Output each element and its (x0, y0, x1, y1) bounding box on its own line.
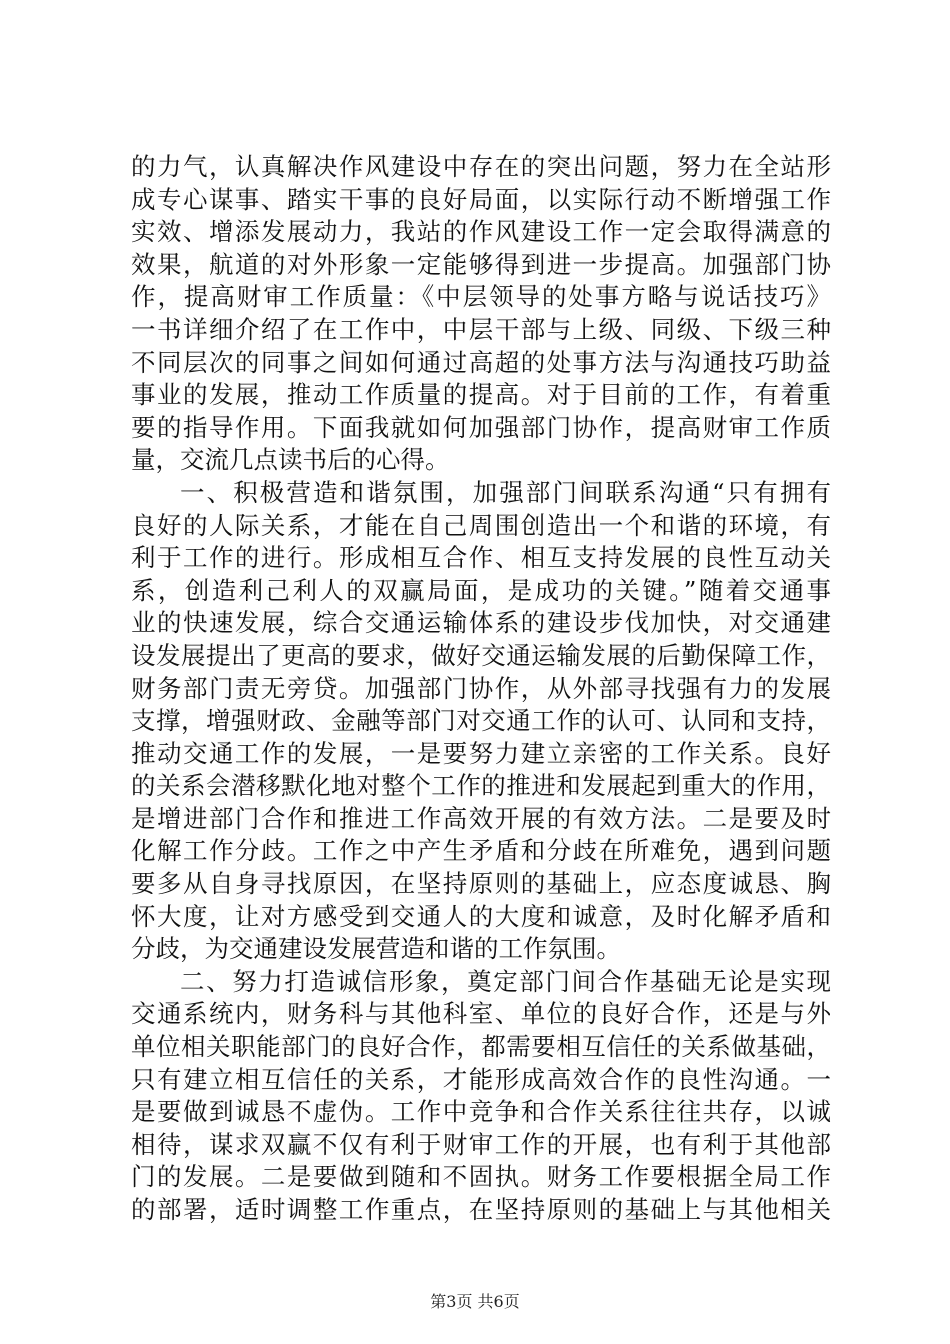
text-line: 只有建立相互信任的关系，才能形成高效合作的良性沟通。一 (131, 1064, 831, 1094)
text-line: 相待，谋求双赢不仅有利于财审工作的开展，也有利于其他部 (131, 1129, 831, 1159)
text-line: 一书详细介绍了在工作中，中层干部与上级、同级、下级三种 (131, 314, 831, 344)
text-line: 是增进部门合作和推进工作高效开展的有效方法。二是要及时 (131, 803, 831, 833)
text-line: 事业的发展，推动工作质量的提高。对于目前的工作，有着重 (131, 380, 831, 410)
page-footer: 第3页 共6页 (430, 1292, 520, 1311)
text-line: 要多从自身寻找原因，在坚持原则的基础上，应态度诚恳、胸 (131, 869, 831, 899)
text-line: 实效、增添发展动力，我站的作风建设工作一定会取得满意的 (131, 217, 831, 247)
text-line: 的部署，适时调整工作重点，在坚持原则的基础上与其他相关 (131, 1195, 831, 1224)
text-line: 怀大度，让对方感受到交通人的大度和诚意，及时化解矛盾和 (131, 901, 831, 931)
text-line: 良好的人际关系，才能在自己周围创造出一个和谐的环境，有 (131, 510, 831, 540)
body-text (131, 151, 831, 1227)
text-line: 不同层次的同事之间如何通过高超的处事方法与沟通技巧助益 (131, 347, 831, 377)
text-line: 的力气，认真解决作风建设中存在的突出问题，努力在全站形 (131, 152, 831, 181)
text-line: 利于工作的进行。形成相互合作、相互支持发展的良性互动关 (131, 543, 831, 573)
text-line: 支撑，增强财政、金融等部门对交通工作的认可、认同和支持， (131, 706, 831, 736)
text-line: 是要做到诚恳不虚伪。工作中竞争和合作关系往往共存，以诚 (131, 1097, 831, 1127)
text-line: 系，创造利己利人的双赢局面，是成功的关键。”随着交通事 (131, 575, 831, 605)
text-line: 财务部门责无旁贷。加强部门协作，从外部寻找强有力的发展 (131, 673, 831, 703)
text-line: 推动交通工作的发展，一是要努力建立亲密的工作关系。良好 (131, 738, 831, 768)
text-line: 二、努力打造诚信形象，奠定部门间合作基础无论是实现 (180, 966, 831, 996)
text-line: 设发展提出了更高的要求，做好交通运输发展的后勤保障工作， (131, 640, 831, 670)
text-line: 交通系统内，财务科与其他科室、单位的良好合作，还是与外 (131, 999, 831, 1029)
text-line: 效果，航道的对外形象一定能够得到进一步提高。加强部门协 (131, 249, 831, 279)
text-line: 一、积极营造和谐氛围，加强部门间联系沟通“只有拥有 (180, 477, 831, 507)
text-line: 门的发展。二是要做到随和不固执。财务工作要根据全局工作 (131, 1162, 831, 1192)
text-line: 分歧，为交通建设发展营造和谐的工作氛围。 (131, 934, 621, 964)
text-line: 要的指导作用。下面我就如何加强部门协作，提高财审工作质 (131, 412, 831, 442)
text-line: 量，交流几点读书后的心得。 (131, 445, 450, 475)
text-line: 作，提高财审工作质量：《中层领导的处事方略与说话技巧》 (131, 282, 831, 312)
text-line: 的关系会潜移默化地对整个工作的推进和发展起到重大的作用， (131, 771, 831, 801)
text-line: 业的快速发展，综合交通运输体系的建设步伐加快，对交通建 (131, 608, 831, 638)
text-line: 化解工作分歧。工作之中产生矛盾和分歧在所难免，遇到问题 (131, 836, 831, 866)
text-line: 单位相关职能部门的良好合作，都需要相互信任的关系做基础， (131, 1032, 831, 1062)
text-line: 成专心谋事、踏实干事的良好局面，以实际行动不断增强工作 (131, 184, 831, 214)
